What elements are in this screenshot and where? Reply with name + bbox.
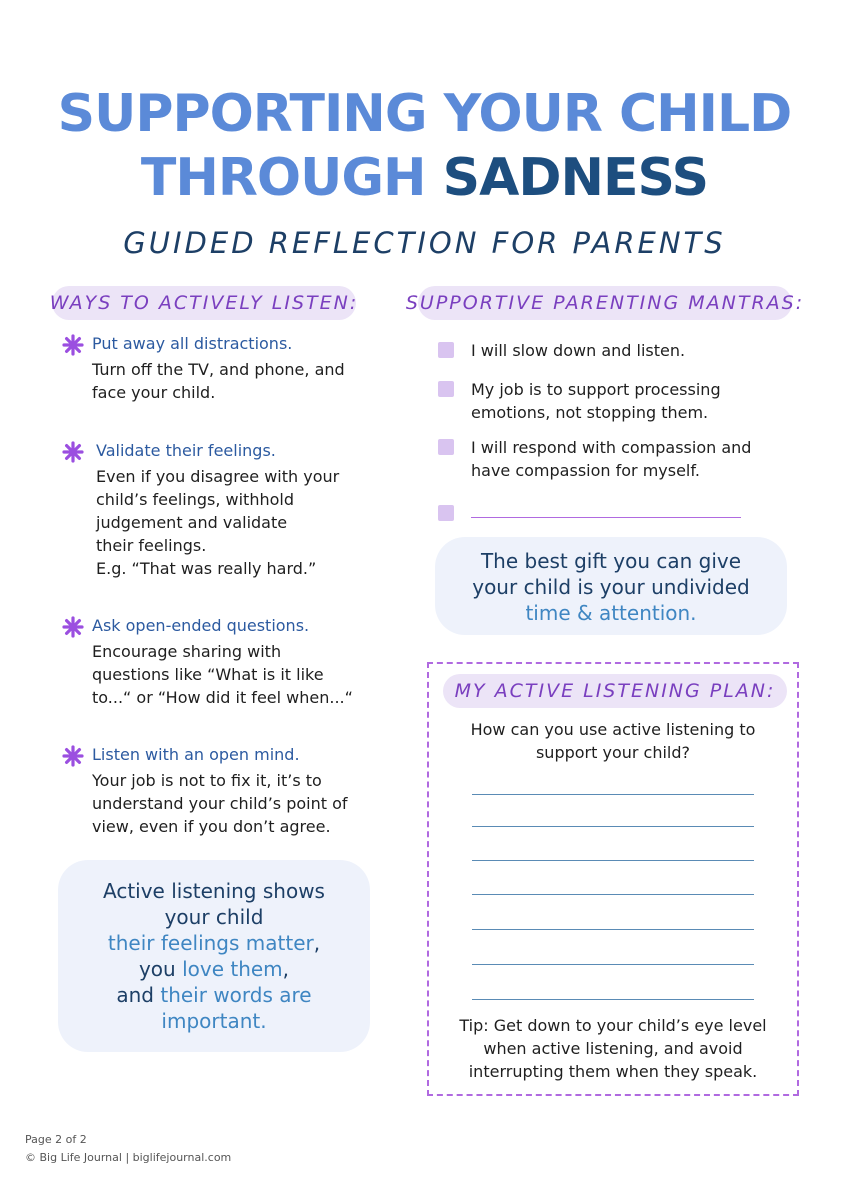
flower-icon [62, 334, 84, 356]
page-subtitle: GUIDED REFLECTION FOR PARENTS [123, 226, 726, 260]
checkbox-icon [438, 439, 454, 455]
page-title-line-1: SUPPORTING YOUR CHILD [57, 84, 792, 144]
checkbox-icon [438, 381, 454, 397]
flower-icon [62, 441, 84, 463]
callout-text: you [138, 957, 183, 981]
callout-text: , [282, 957, 290, 981]
callout-line: The best gift you can give [480, 549, 742, 573]
callout-line: important. [161, 1009, 267, 1033]
listen-tip-title: Listen with an open mind. [92, 745, 300, 764]
plan-write-line-7[interactable] [472, 999, 754, 1000]
listen-tip-2 [62, 441, 382, 581]
callout-highlight: their words are [160, 983, 312, 1007]
callout-line [58, 930, 370, 956]
plan-heading: MY ACTIVE LISTENING PLAN: [443, 674, 787, 708]
title-sadness: SADNESS [442, 148, 709, 208]
flower-icon [62, 616, 84, 638]
mantra-item-1 [438, 339, 778, 363]
callout-line: your child [164, 905, 264, 929]
listen-tip-body: Even if you disagree with your child’s feelings, withhold judgement and validate their feelings. E.g. “That was really hard.” [96, 467, 340, 578]
page-title-line-2 [0, 148, 849, 208]
listen-callout [58, 860, 370, 1052]
plan-write-line-6[interactable] [472, 964, 754, 965]
listen-tip-1 [62, 334, 382, 404]
mantra-text: I will slow down and listen. [471, 341, 686, 360]
callout-line: Active listening shows [103, 879, 325, 903]
listen-tip-4 [62, 745, 382, 839]
plan-write-line-3[interactable] [472, 860, 754, 861]
callout-highlight: love them [182, 957, 283, 981]
plan-write-line-4[interactable] [472, 894, 754, 895]
plan-write-line-1[interactable] [472, 794, 754, 795]
callout-highlight: their feelings matter [107, 931, 314, 955]
checkbox-icon [438, 342, 454, 358]
copyright: © Big Life Journal | biglifejournal.com [25, 1151, 232, 1164]
plan-tip: Tip: Get down to your child’s eye level when active listening, and avoid interrupting them when they speak. [459, 1016, 767, 1081]
callout-text: , [313, 931, 321, 955]
listen-tip-title: Ask open-ended questions. [92, 616, 310, 635]
title-through: THROUGH [140, 148, 443, 208]
plan-write-line-2[interactable] [472, 826, 754, 827]
mantra-item-3 [438, 436, 778, 482]
callout-line: your child is your undivided [472, 575, 750, 599]
listen-tip-title: Validate their feelings. [96, 441, 276, 460]
page-number: Page 2 of 2 [25, 1133, 87, 1146]
mantra-item-blank[interactable] [438, 502, 778, 524]
mantra-text: My job is to support processing emotions, not stopping them. [471, 380, 721, 422]
listen-tip-body: Your job is not to fix it, it’s to understand your child’s point of view, even if you don’t agree. [92, 771, 348, 836]
plan-question: How can you use active listening to support your child? [470, 720, 756, 762]
callout-line: time & attention. [525, 601, 697, 625]
mantras-callout [435, 537, 787, 635]
listen-tip-title: Put away all distractions. [92, 334, 293, 353]
plan-write-line-5[interactable] [472, 929, 754, 930]
mantra-text: I will respond with compassion and have compassion for myself. [471, 438, 752, 480]
checkbox-icon [438, 505, 454, 521]
mantras-heading: SUPPORTIVE PARENTING MANTRAS: [418, 286, 792, 320]
listen-tip-3 [62, 616, 382, 710]
callout-line [58, 982, 370, 1008]
callout-text: and [116, 983, 161, 1007]
mantra-item-2 [438, 378, 778, 424]
flower-icon [62, 745, 84, 767]
listen-tip-body: Turn off the TV, and phone, and face your child. [92, 360, 345, 402]
listen-heading: WAYS TO ACTIVELY LISTEN: [52, 286, 356, 320]
mantra-write-line[interactable] [471, 517, 741, 518]
callout-line [58, 956, 370, 982]
listen-tip-body: Encourage sharing with questions like “What is it like to...“ or “How did it feel when...“ [92, 642, 353, 707]
